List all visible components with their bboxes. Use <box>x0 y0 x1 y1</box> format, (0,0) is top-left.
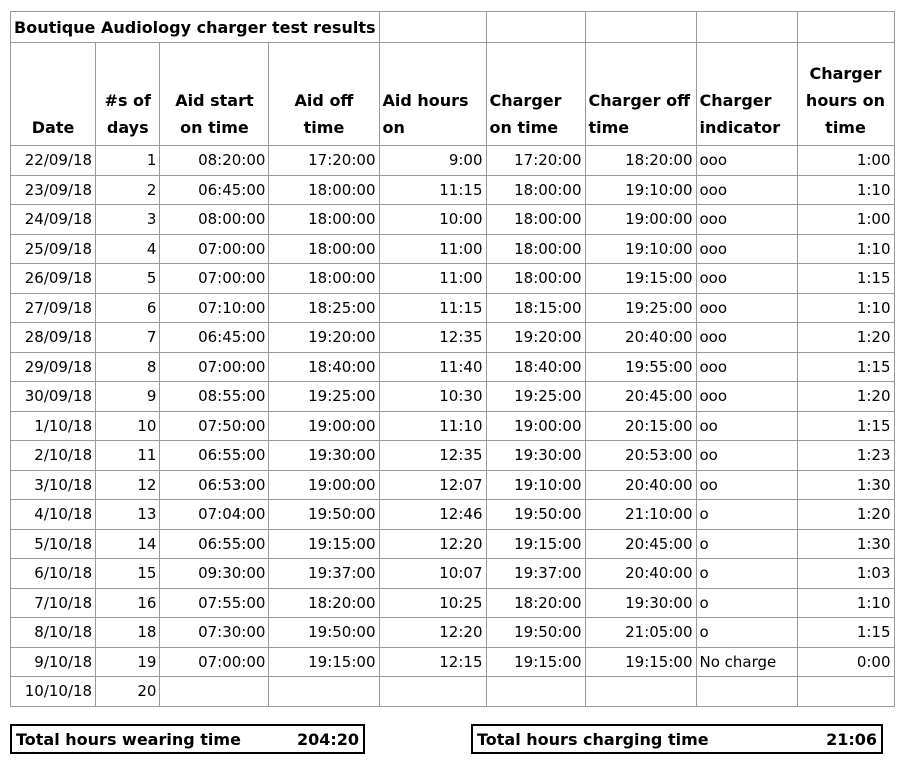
days-cell[interactable]: 3 <box>96 205 160 235</box>
aid-hours-cell[interactable]: 11:15 <box>379 293 486 323</box>
charger-on-cell[interactable]: 18:00:00 <box>486 205 585 235</box>
date-cell[interactable]: 29/09/18 <box>11 352 96 382</box>
table-row <box>11 618 895 648</box>
table-row <box>11 293 895 323</box>
charger-hours-cell[interactable]: 1:30 <box>797 529 894 559</box>
days-cell[interactable]: 13 <box>96 500 160 530</box>
charger-on-cell[interactable]: 19:50:00 <box>486 500 585 530</box>
aid-start-cell[interactable]: 08:00:00 <box>160 205 269 235</box>
date-cell[interactable]: 9/10/18 <box>11 647 96 677</box>
date-cell[interactable]: 22/09/18 <box>11 146 96 176</box>
aid-start-cell[interactable]: 07:55:00 <box>160 588 269 618</box>
days-cell[interactable]: 7 <box>96 323 160 353</box>
charger-off-cell[interactable]: 19:10:00 <box>585 175 696 205</box>
aid-off-cell[interactable]: 19:00:00 <box>269 470 379 500</box>
charger-hours-cell[interactable]: 1:10 <box>797 175 894 205</box>
empty-cell[interactable] <box>585 12 696 43</box>
aid-hours-cell[interactable]: 11:15 <box>379 175 486 205</box>
aid-start-cell[interactable]: 07:00:00 <box>160 234 269 264</box>
total-charging-box <box>471 724 883 754</box>
aid-start-cell[interactable]: 06:53:00 <box>160 470 269 500</box>
header-charger-off[interactable]: Charger off time <box>585 43 696 146</box>
days-cell[interactable]: 11 <box>96 441 160 471</box>
days-cell[interactable]: 16 <box>96 588 160 618</box>
aid-hours-cell[interactable]: 12:46 <box>379 500 486 530</box>
aid-hours-cell[interactable]: 11:00 <box>379 234 486 264</box>
aid-start-cell[interactable] <box>160 677 269 707</box>
days-cell[interactable]: 18 <box>96 618 160 648</box>
charger-hours-cell[interactable]: 1:20 <box>797 500 894 530</box>
charger-on-cell[interactable]: 18:00:00 <box>486 234 585 264</box>
indicator-cell[interactable]: ooo <box>696 264 797 294</box>
date-cell[interactable]: 7/10/18 <box>11 588 96 618</box>
charger-off-cell[interactable]: 20:53:00 <box>585 441 696 471</box>
charger-hours-cell[interactable]: 1:30 <box>797 470 894 500</box>
days-cell[interactable]: 10 <box>96 411 160 441</box>
indicator-cell[interactable]: ooo <box>696 175 797 205</box>
aid-hours-cell[interactable]: 9:00 <box>379 146 486 176</box>
charger-hours-cell[interactable]: 1:15 <box>797 411 894 441</box>
aid-off-cell[interactable]: 17:20:00 <box>269 146 379 176</box>
table-row <box>11 175 895 205</box>
charger-off-cell[interactable]: 19:55:00 <box>585 352 696 382</box>
indicator-cell[interactable]: oo <box>696 470 797 500</box>
indicator-cell[interactable]: ooo <box>696 293 797 323</box>
indicator-cell[interactable]: ooo <box>696 382 797 412</box>
indicator-cell[interactable]: o <box>696 618 797 648</box>
aid-hours-cell[interactable]: 10:07 <box>379 559 486 589</box>
indicator-cell[interactable]: o <box>696 500 797 530</box>
date-cell[interactable]: 28/09/18 <box>11 323 96 353</box>
aid-off-cell[interactable]: 18:20:00 <box>269 588 379 618</box>
charger-on-cell[interactable]: 19:15:00 <box>486 647 585 677</box>
aid-off-cell[interactable]: 19:20:00 <box>269 323 379 353</box>
header-date[interactable]: Date <box>11 43 96 146</box>
aid-off-cell[interactable]: 19:50:00 <box>269 618 379 648</box>
aid-hours-cell[interactable]: 12:35 <box>379 441 486 471</box>
total-wearing-box <box>10 724 365 754</box>
date-cell[interactable]: 2/10/18 <box>11 441 96 471</box>
days-cell[interactable]: 20 <box>96 677 160 707</box>
table-row <box>11 205 895 235</box>
aid-off-cell[interactable]: 18:25:00 <box>269 293 379 323</box>
aid-off-cell[interactable]: 18:00:00 <box>269 234 379 264</box>
charger-hours-cell[interactable]: 1:10 <box>797 293 894 323</box>
aid-start-cell[interactable]: 06:45:00 <box>160 175 269 205</box>
aid-off-cell[interactable]: 19:00:00 <box>269 411 379 441</box>
charger-on-cell[interactable]: 19:00:00 <box>486 411 585 441</box>
charger-off-cell[interactable]: 19:00:00 <box>585 205 696 235</box>
charger-on-cell[interactable]: 18:20:00 <box>486 588 585 618</box>
charger-off-cell[interactable]: 20:15:00 <box>585 411 696 441</box>
aid-start-cell[interactable]: 07:10:00 <box>160 293 269 323</box>
days-cell[interactable]: 5 <box>96 264 160 294</box>
empty-cell[interactable] <box>486 12 585 43</box>
charger-off-cell[interactable]: 20:45:00 <box>585 529 696 559</box>
days-cell[interactable]: 14 <box>96 529 160 559</box>
charger-off-cell[interactable] <box>585 677 696 707</box>
days-cell[interactable]: 6 <box>96 293 160 323</box>
charger-hours-cell[interactable]: 1:00 <box>797 205 894 235</box>
charger-on-cell[interactable]: 19:15:00 <box>486 529 585 559</box>
table-row <box>11 411 895 441</box>
table-row <box>11 382 895 412</box>
charger-hours-cell[interactable]: 1:03 <box>797 559 894 589</box>
header-days[interactable]: #s of days <box>96 43 160 146</box>
table-row <box>11 677 895 707</box>
indicator-cell[interactable]: ooo <box>696 352 797 382</box>
date-cell[interactable]: 24/09/18 <box>11 205 96 235</box>
aid-start-cell[interactable]: 06:45:00 <box>160 323 269 353</box>
aid-hours-cell[interactable]: 12:35 <box>379 323 486 353</box>
header-indicator[interactable]: Charger indicator <box>696 43 797 146</box>
total-wearing-value: 204:20 <box>296 729 359 749</box>
aid-start-cell[interactable]: 07:00:00 <box>160 647 269 677</box>
charger-on-cell[interactable]: 18:40:00 <box>486 352 585 382</box>
sheet-title[interactable]: Boutique Audiology charger test results <box>11 12 380 43</box>
days-cell[interactable]: 4 <box>96 234 160 264</box>
aid-start-cell[interactable]: 06:55:00 <box>160 441 269 471</box>
empty-cell[interactable] <box>379 12 486 43</box>
charger-results-table <box>10 11 895 707</box>
empty-cell[interactable] <box>797 12 894 43</box>
charger-hours-cell[interactable]: 1:15 <box>797 618 894 648</box>
aid-hours-cell[interactable]: 11:00 <box>379 264 486 294</box>
table-row <box>11 529 895 559</box>
days-cell[interactable]: 2 <box>96 175 160 205</box>
indicator-cell[interactable]: ooo <box>696 323 797 353</box>
charger-on-cell[interactable]: 17:20:00 <box>486 146 585 176</box>
aid-off-cell[interactable]: 19:50:00 <box>269 500 379 530</box>
aid-start-cell[interactable]: 07:04:00 <box>160 500 269 530</box>
charger-hours-cell[interactable]: 1:23 <box>797 441 894 471</box>
charger-off-cell[interactable]: 20:45:00 <box>585 382 696 412</box>
charger-off-cell[interactable]: 19:10:00 <box>585 234 696 264</box>
table-row <box>11 647 895 677</box>
charger-off-cell[interactable]: 19:25:00 <box>585 293 696 323</box>
days-cell[interactable]: 8 <box>96 352 160 382</box>
charger-off-cell[interactable]: 19:30:00 <box>585 588 696 618</box>
charger-hours-cell[interactable]: 1:15 <box>797 352 894 382</box>
charger-hours-cell[interactable]: 1:20 <box>797 382 894 412</box>
indicator-cell[interactable]: ooo <box>696 146 797 176</box>
charger-on-cell[interactable]: 19:10:00 <box>486 470 585 500</box>
date-cell[interactable]: 30/09/18 <box>11 382 96 412</box>
title-row <box>11 12 895 43</box>
table-row <box>11 470 895 500</box>
charger-on-cell[interactable]: 18:00:00 <box>486 175 585 205</box>
aid-start-cell[interactable]: 07:50:00 <box>160 411 269 441</box>
aid-hours-cell[interactable]: 10:25 <box>379 588 486 618</box>
header-charger-hours[interactable]: Charger hours on time <box>797 43 894 146</box>
table-row <box>11 146 895 176</box>
table-row <box>11 323 895 353</box>
table-row <box>11 588 895 618</box>
table-row <box>11 234 895 264</box>
aid-start-cell[interactable]: 08:55:00 <box>160 382 269 412</box>
aid-off-cell[interactable]: 18:00:00 <box>269 264 379 294</box>
charger-hours-cell[interactable]: 1:15 <box>797 264 894 294</box>
charger-on-cell[interactable]: 19:37:00 <box>486 559 585 589</box>
charger-off-cell[interactable]: 21:10:00 <box>585 500 696 530</box>
date-cell[interactable]: 5/10/18 <box>11 529 96 559</box>
aid-off-cell[interactable]: 18:00:00 <box>269 205 379 235</box>
indicator-cell[interactable]: ooo <box>696 205 797 235</box>
charger-hours-cell[interactable] <box>797 677 894 707</box>
charger-off-cell[interactable]: 21:05:00 <box>585 618 696 648</box>
aid-hours-cell[interactable]: 11:40 <box>379 352 486 382</box>
date-cell[interactable]: 10/10/18 <box>11 677 96 707</box>
aid-off-cell[interactable]: 18:00:00 <box>269 175 379 205</box>
charger-off-cell[interactable]: 20:40:00 <box>585 559 696 589</box>
charger-on-cell[interactable]: 19:25:00 <box>486 382 585 412</box>
date-cell[interactable]: 25/09/18 <box>11 234 96 264</box>
total-charging-label: Total hours charging time <box>477 729 709 749</box>
date-cell[interactable]: 4/10/18 <box>11 500 96 530</box>
table-row <box>11 559 895 589</box>
aid-off-cell[interactable]: 19:15:00 <box>269 647 379 677</box>
indicator-cell[interactable]: ooo <box>696 234 797 264</box>
date-cell[interactable]: 23/09/18 <box>11 175 96 205</box>
aid-start-cell[interactable]: 09:30:00 <box>160 559 269 589</box>
charger-off-cell[interactable]: 18:20:00 <box>585 146 696 176</box>
indicator-cell[interactable]: oo <box>696 411 797 441</box>
aid-hours-cell[interactable]: 12:15 <box>379 647 486 677</box>
table-row <box>11 441 895 471</box>
header-aid-hours[interactable]: Aid hours on <box>379 43 486 146</box>
total-charging-value: 21:06 <box>826 729 877 749</box>
days-cell[interactable]: 12 <box>96 470 160 500</box>
date-cell[interactable]: 1/10/18 <box>11 411 96 441</box>
days-cell[interactable]: 19 <box>96 647 160 677</box>
aid-hours-cell[interactable]: 12:20 <box>379 618 486 648</box>
indicator-cell[interactable]: o <box>696 529 797 559</box>
table-row <box>11 500 895 530</box>
empty-cell[interactable] <box>696 12 797 43</box>
charger-hours-cell[interactable]: 1:10 <box>797 234 894 264</box>
charger-off-cell[interactable]: 20:40:00 <box>585 323 696 353</box>
charger-on-cell[interactable]: 18:15:00 <box>486 293 585 323</box>
aid-start-cell[interactable]: 07:00:00 <box>160 264 269 294</box>
aid-off-cell[interactable]: 19:30:00 <box>269 441 379 471</box>
header-aid-off[interactable]: Aid off time <box>269 43 379 146</box>
date-cell[interactable]: 6/10/18 <box>11 559 96 589</box>
charger-off-cell[interactable]: 19:15:00 <box>585 264 696 294</box>
header-row <box>11 43 895 146</box>
indicator-cell[interactable] <box>696 677 797 707</box>
date-cell[interactable]: 27/09/18 <box>11 293 96 323</box>
date-cell[interactable]: 26/09/18 <box>11 264 96 294</box>
aid-hours-cell[interactable]: 12:20 <box>379 529 486 559</box>
aid-off-cell[interactable]: 19:15:00 <box>269 529 379 559</box>
aid-hours-cell[interactable]: 10:00 <box>379 205 486 235</box>
charger-hours-cell[interactable]: 1:20 <box>797 323 894 353</box>
aid-hours-cell[interactable]: 10:30 <box>379 382 486 412</box>
days-cell[interactable]: 9 <box>96 382 160 412</box>
charger-on-cell[interactable]: 18:00:00 <box>486 264 585 294</box>
aid-start-cell[interactable]: 08:20:00 <box>160 146 269 176</box>
days-cell[interactable]: 1 <box>96 146 160 176</box>
indicator-cell[interactable]: No charge <box>696 647 797 677</box>
aid-hours-cell[interactable]: 12:07 <box>379 470 486 500</box>
indicator-cell[interactable]: oo <box>696 441 797 471</box>
charger-hours-cell[interactable]: 1:00 <box>797 146 894 176</box>
header-aid-start[interactable]: Aid start on time <box>160 43 269 146</box>
aid-hours-cell[interactable] <box>379 677 486 707</box>
charger-off-cell[interactable]: 19:15:00 <box>585 647 696 677</box>
aid-start-cell[interactable]: 07:00:00 <box>160 352 269 382</box>
charger-hours-cell[interactable]: 0:00 <box>797 647 894 677</box>
aid-off-cell[interactable]: 19:37:00 <box>269 559 379 589</box>
aid-start-cell[interactable]: 06:55:00 <box>160 529 269 559</box>
charger-on-cell[interactable] <box>486 677 585 707</box>
aid-off-cell[interactable]: 19:25:00 <box>269 382 379 412</box>
charger-on-cell[interactable]: 19:30:00 <box>486 441 585 471</box>
date-cell[interactable]: 8/10/18 <box>11 618 96 648</box>
aid-off-cell[interactable] <box>269 677 379 707</box>
charger-hours-cell[interactable]: 1:10 <box>797 588 894 618</box>
table-row <box>11 352 895 382</box>
charger-off-cell[interactable]: 20:40:00 <box>585 470 696 500</box>
aid-start-cell[interactable]: 07:30:00 <box>160 618 269 648</box>
table-row <box>11 264 895 294</box>
days-cell[interactable]: 15 <box>96 559 160 589</box>
date-cell[interactable]: 3/10/18 <box>11 470 96 500</box>
charger-on-cell[interactable]: 19:20:00 <box>486 323 585 353</box>
header-charger-on[interactable]: Charger on time <box>486 43 585 146</box>
indicator-cell[interactable]: o <box>696 559 797 589</box>
charger-on-cell[interactable]: 19:50:00 <box>486 618 585 648</box>
aid-off-cell[interactable]: 18:40:00 <box>269 352 379 382</box>
aid-hours-cell[interactable]: 11:10 <box>379 411 486 441</box>
indicator-cell[interactable]: o <box>696 588 797 618</box>
total-wearing-label: Total hours wearing time <box>16 729 241 749</box>
